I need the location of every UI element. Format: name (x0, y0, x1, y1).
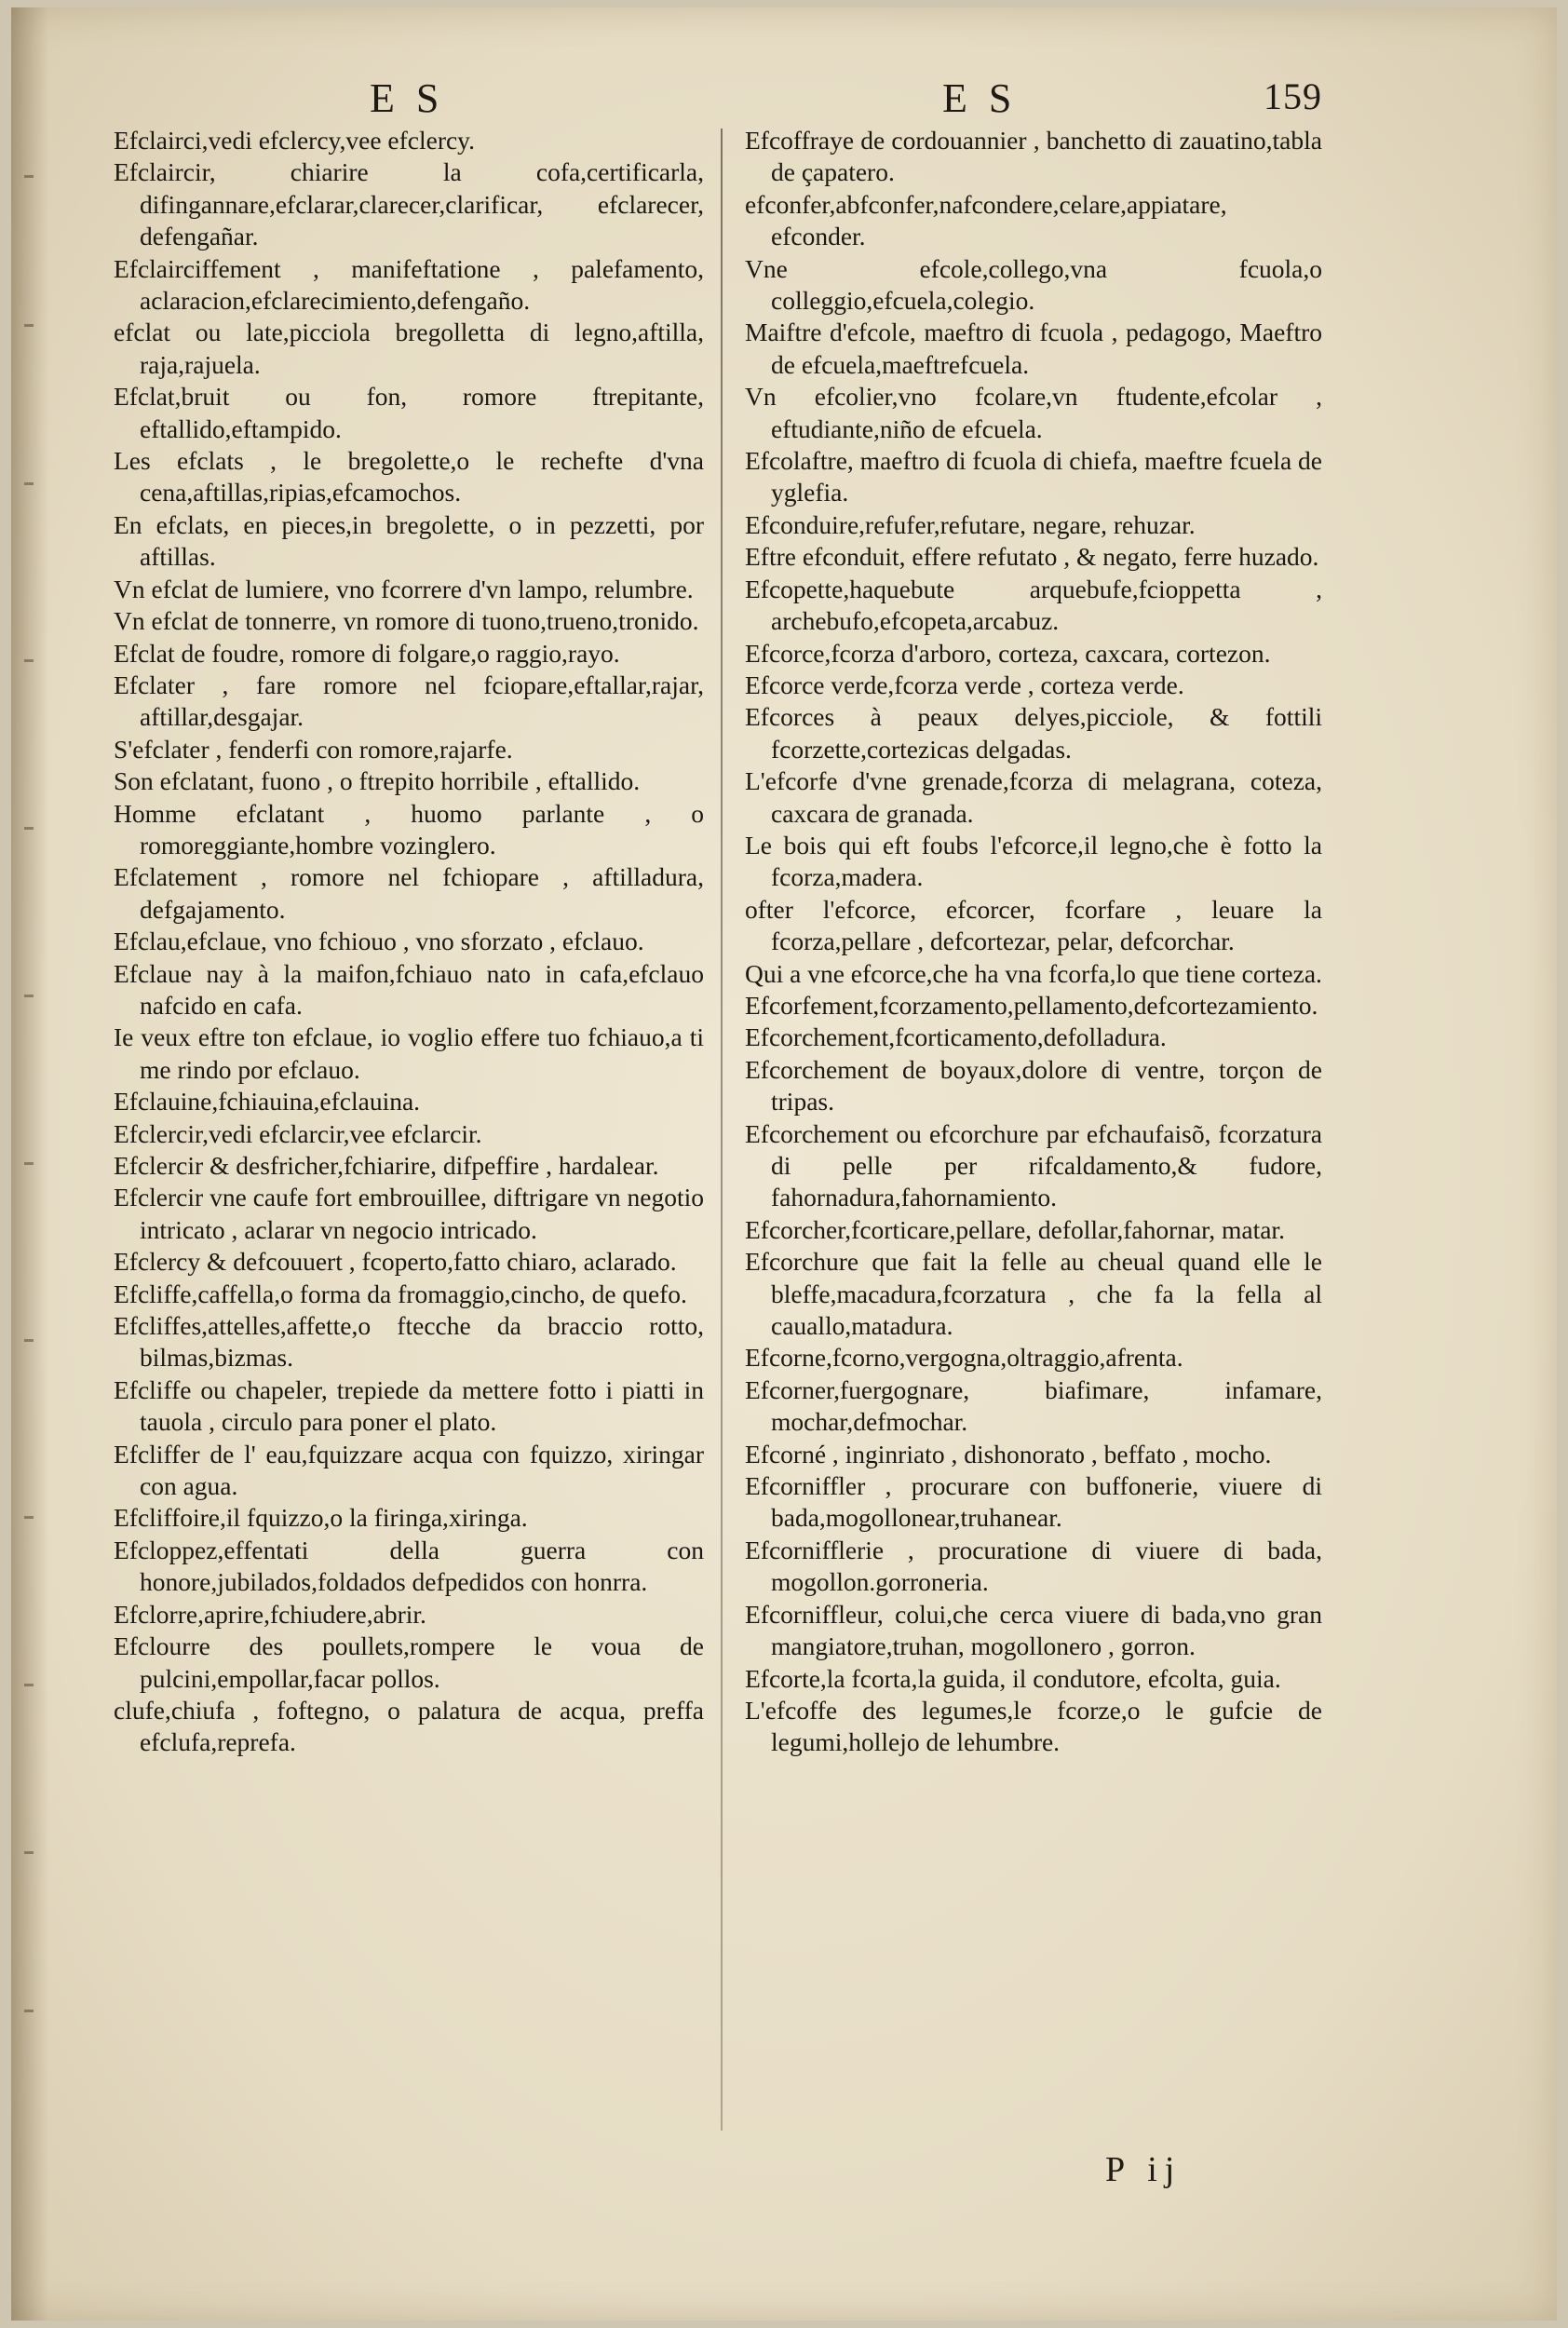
right-column (745, 125, 1322, 1759)
dictionary-entry: Son efclatant, fuono , o ftrepito horribile , eftallido. (114, 766, 641, 796)
dictionary-entry: Qui a vne efcorce,che ha vna fcorfa,lo que tiene corteza. (745, 958, 1322, 988)
dictionary-entry: Efclater , fare romore nel fciopare,eftallar,rajar, aftillar,desgajar. (114, 670, 704, 732)
dictionary-entry: S'efclater , fenderfi con romore,rajarfe. (114, 734, 513, 764)
dictionary-entry: Efcoffraye de cordouannier , banchetto di zauatino,tabla de çapatero. (745, 126, 1322, 187)
dictionary-entry: Efclairciffement , manifeftatione , palefamento, aclaracion,efclarecimiento,defengaño. (114, 253, 704, 316)
dictionary-entry: Efclercir & desfricher,fchiarire, difpeffire , hardalear. (114, 1151, 659, 1180)
dictionary-entry: Efcorcher,fcorticare,pellare, defollar,fahornar, matar. (745, 1214, 1285, 1244)
dictionary-entry: Efclat,bruit ou fon, romore ftrepitante, eftallido,eftampido. (114, 382, 704, 443)
dictionary-entry: Efcorne,fcorno,vergogna,oltraggio,afrenta. (745, 1343, 1183, 1373)
dictionary-entry: Efcliffer de l' eau,fquizzare acqua con fquizzo, xiringar con agua. (114, 1439, 704, 1501)
signature-mark: P ij (1105, 2150, 1183, 2189)
dictionary-entry: clufe,chiufa , foftegno, o palatura de acqua, preffa efclufa,reprefa. (114, 1695, 704, 1757)
left-column (114, 125, 704, 1759)
dictionary-entry: Efcolaftre, maeftro di fcuola di chiefa, maeftre fcuela de yglefia. (745, 446, 1322, 508)
dictionary-entry: Efcorniffleur, colui,che cerca viuere di bada,vno gran mangiatore,truhan, mogollonero , gorron. (745, 1599, 1322, 1661)
dictionary-entry: Efcorchement,fcorticamento,defolladura. (745, 1022, 1167, 1052)
dictionary-entry: L'efcorfe d'vne grenade,fcorza di melagrana, coteza, caxcara de granada. (745, 766, 1322, 828)
dictionary-entry: efconfer,abfconfer,nafcondere,celare,appiatare, efconder. (745, 189, 1227, 251)
dictionary-entry: Efcorniffler , procurare con buffonerie, viuere di bada,mogollonear,truhanear. (745, 1471, 1322, 1533)
dictionary-entry: Efconduire,refufer,refutare, negare, rehuzar. (745, 509, 1196, 539)
dictionary-entry: Vn efclat de tonnerre, vn romore di tuono,trueno,tronido. (114, 606, 699, 636)
dictionary-entry: Efclercy & defcouuert , fcoperto,fatto chiaro, aclarado. (114, 1247, 677, 1277)
column-divider (721, 129, 723, 2131)
dictionary-entry: Efcorchure que fait la felle au cheual quand elle le bleffe,macadura,fcorzatura , che fa la fella al cauallo,matadura. (745, 1247, 1322, 1341)
dictionary-entry: Efcliffes,attelles,affette,o ftecche da braccio rotto, bilmas,bizmas. (114, 1311, 704, 1373)
dictionary-entry: Efcliffe,caffella,o forma da fromaggio,cincho, de quefo. (114, 1279, 687, 1308)
dictionary-entry: Efclairci,vedi efclercy,vee efclercy. (114, 126, 476, 155)
book-page (11, 7, 1557, 2321)
running-header (11, 74, 1557, 130)
dictionary-entry: Efclauine,fchiauina,efclauina. (114, 1087, 421, 1117)
dictionary-entry: Efcliffoire,il fquizzo,o la firinga,xiringa. (114, 1503, 528, 1533)
dictionary-entry: Efcorte,la fcorta,la guida, il condutore, efcolta, guia. (745, 1663, 1281, 1693)
header-right: E S (942, 75, 1018, 121)
dictionary-entry: Efcloppez,effentati della guerra con honore,jubilados,foldados defpedidos con honrra. (114, 1535, 704, 1597)
dictionary-entry: Efclau,efclaue, vno fchiouo , vno sforzato , efclauo. (114, 927, 644, 956)
dictionary-entry: Efcorce,fcorza d'arboro, corteza, caxcara, cortezon. (745, 638, 1271, 668)
dictionary-entry: Efclatement , romore nel fchiopare , aftilladura, defgajamento. (114, 862, 704, 924)
dictionary-entry: efclat ou late,picciola bregolletta di legno,aftilla, raja,rajuela. (114, 318, 704, 379)
dictionary-entry: Efcorce verde,fcorza verde , corteza verde. (745, 670, 1184, 699)
dictionary-entry: Efclorre,aprire,fchiudere,abrir. (114, 1599, 426, 1629)
dictionary-entry: Efclercir vne caufe fort embrouillee, diftrigare vn negotio intricato , aclarar vn negocio intricado. (114, 1183, 704, 1244)
dictionary-entry: Efclaircir, chiarire la cofa,certificarla, difingannare,efclarar,clarecer,clarificar, efclarecer, defengañar. (114, 157, 704, 251)
dictionary-entry: Efcliffe ou chapeler, trepiede da mettere fotto i piatti in tauola , circulo para poner el plato. (114, 1374, 704, 1437)
dictionary-entry: Efcopette,haquebute arquebufe,fcioppetta , archebufo,efcopeta,arcabuz. (745, 574, 1322, 636)
dictionary-entry: Efcorné , inginriato , dishonorato , beffato , mocho. (745, 1439, 1272, 1469)
dictionary-entry: Vne efcole,collego,vna fcuola,o colleggio,efcuela,colegio. (745, 253, 1322, 316)
dictionary-entry: Vn efclat de lumiere, vno fcorrere d'vn lampo, relumbre. (114, 574, 694, 603)
dictionary-entry: Efclourre des poullets,rompere le voua de pulcini,empollar,facar pollos. (114, 1631, 704, 1693)
dictionary-entry: En efclats, en pieces,in bregolette, o in pezzetti, por aftillas. (114, 509, 704, 572)
dictionary-entry: Efcorfement,fcorzamento,pellamento,defcortezamiento. (745, 990, 1318, 1020)
dictionary-entry: Les efclats , le bregolette,o le rechefte d'vna cena,aftillas,ripias,efcamochos. (114, 446, 704, 508)
dictionary-entry: Ie veux eftre ton efclaue, io voglio effere tuo fchiauo,a ti me rindo por efclauo. (114, 1022, 704, 1084)
dictionary-entry: Le bois qui eft foubs l'efcorce,il legno,che è fotto la fcorza,madera. (745, 830, 1322, 892)
dictionary-entry: Efcornifflerie , procuratione di viuere di bada, mogollon.gorroneria. (745, 1535, 1322, 1597)
dictionary-entry: ofter l'efcorce, efcorcer, fcorfare , leuare la fcorza,pellare , defcortezar, pelar, defcorchar. (745, 894, 1322, 956)
dictionary-entry: L'efcoffe des legumes,le fcorze,o le gufcie de legumi,hollejo de lehumbre. (745, 1695, 1322, 1757)
dictionary-entry: Efcorchement ou efcorchure par efchaufaisõ, fcorzatura di pelle per rifcaldamento,& fudore, fahornadura,fahornamiento. (745, 1118, 1322, 1212)
page-number: 159 (1264, 75, 1322, 117)
dictionary-entry: Homme efclatant , huomo parlante , o romoreggiante,hombre vozinglero. (114, 798, 704, 859)
dictionary-entry: Efclercir,vedi efclarcir,vee efclarcir. (114, 1118, 482, 1148)
dictionary-entry: Eftre efconduit, effere refutato , & negato, ferre huzado. (745, 542, 1319, 572)
dictionary-entry: Efcorner,fuergognare, biafimare, infamare, mochar,defmochar. (745, 1374, 1322, 1437)
dictionary-entry: Maiftre d'efcole, maeftro di fcuola , pedagogo, Maeftro de efcuela,maeftrefcuela. (745, 318, 1322, 379)
dictionary-entry: Efclat de foudre, romore di folgare,o raggio,rayo. (114, 638, 620, 668)
dictionary-entry: Vn efcolier,vno fcolare,vn ftudente,efcolar , eftudiante,niño de efcuela. (745, 382, 1322, 443)
dictionary-entry: Efcorchement de boyaux,dolore di ventre, torçon de tripas. (745, 1054, 1322, 1117)
dictionary-entry: Efcorces à peaux delyes,picciole, & fottili fcorzette,cortezicas delgadas. (745, 702, 1322, 764)
header-left: E S (370, 75, 445, 121)
dictionary-entry: Efclaue nay à la maifon,fchiauo nato in cafa,efclauo nafcido en cafa. (114, 958, 704, 1020)
margin-marks (24, 175, 43, 2037)
